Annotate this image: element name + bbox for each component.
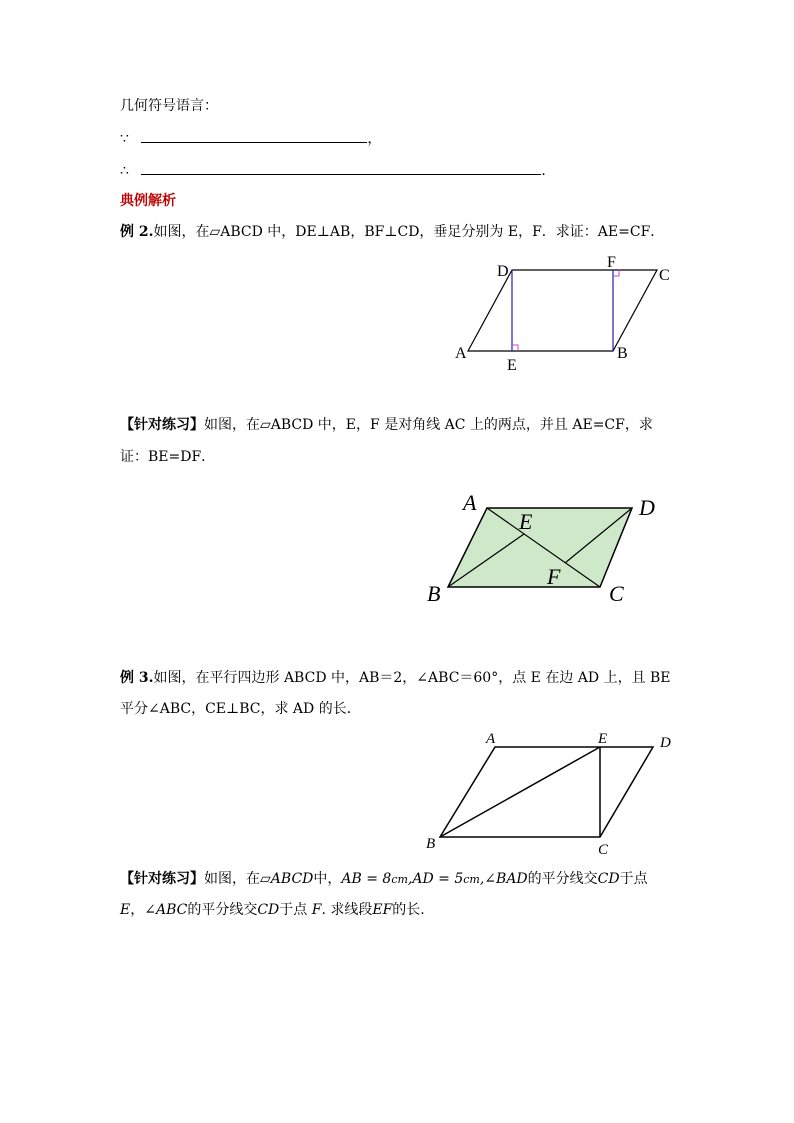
example2-label: 例 2. [120, 224, 154, 240]
section-label: 几何符号语言： [120, 98, 218, 114]
because-symbol: ∵ [120, 131, 129, 147]
therefore-end: . [541, 163, 546, 179]
math-angle-bad: ,∠BAD [479, 871, 528, 887]
section-heading: 典例解析 [120, 193, 176, 209]
label-a: A [486, 731, 496, 747]
example3-body1: 如图，在平行四边形 ABCD 中，AB＝2，∠ABC＝60°，点 E 在边 AD 上，且 BE [153, 670, 671, 686]
practice2-line2-text-a: ， [130, 902, 145, 918]
practice2-text-b: 中， [313, 871, 342, 887]
practice2-line2-text-b: 的平分线交 [187, 902, 258, 918]
segment-be [440, 747, 600, 837]
therefore-line [120, 160, 546, 181]
because-blank[interactable] [141, 128, 367, 143]
practice1-label: 【针对练习】 [120, 417, 204, 433]
example2-figure [450, 255, 680, 375]
label-b: B [617, 345, 628, 362]
label-c: C [609, 581, 624, 606]
practice2-line2-text-d: . 求线段 [321, 902, 373, 918]
because-end: ， [367, 131, 382, 147]
math-angle-abc: ∠ABC [144, 902, 188, 918]
math-cd: CD [597, 871, 620, 887]
practice2-text-c: 的平分线交 [527, 871, 598, 887]
label-e: E [507, 357, 517, 374]
parallelogram-abcd [468, 270, 657, 351]
practice2-text-d: 于点 [619, 871, 648, 887]
example3-label: 例 3. [120, 670, 154, 686]
label-b: B [426, 836, 436, 852]
label-b: B [427, 581, 441, 606]
label-a: A [463, 490, 477, 515]
practice2-text-line2 [120, 900, 425, 920]
math-ef: EF [372, 902, 393, 918]
label-e: E [519, 509, 533, 534]
label-d: D [660, 735, 671, 751]
math-ab: AB = 8 [341, 871, 392, 887]
example3-figure [420, 725, 680, 860]
example2-text [120, 222, 664, 242]
label-f: F [607, 254, 616, 271]
practice1-body1: 如图，在▱ABCD 中，E，F 是对角线 AC 上的两点，并且 AE=CF，求 [204, 417, 653, 433]
therefore-symbol: ∴ [120, 163, 129, 179]
label-d: D [639, 495, 655, 520]
math-ad: ,AD = 5 [407, 871, 464, 887]
label-e: E [598, 731, 608, 747]
practice1-figure [420, 488, 670, 613]
label-f: F [547, 564, 561, 589]
label-a: A [455, 345, 467, 362]
math-cd-2: CD [257, 902, 280, 918]
therefore-blank[interactable] [141, 160, 541, 175]
practice1-text-line1 [120, 415, 653, 435]
math-e: E [120, 902, 131, 918]
parallelogram-abcd [440, 747, 653, 837]
practice2-line2-text-c: 于点 [279, 902, 312, 918]
parallelogram-abcd-filled [448, 508, 632, 587]
practice1-text-line2: 证：BE=DF． [120, 449, 216, 465]
math-f: F [311, 902, 322, 918]
example3-text-line1 [120, 668, 671, 688]
right-angle-e [512, 345, 518, 351]
unit-cm1: cm [391, 873, 408, 886]
label-c: C [598, 842, 609, 858]
label-d: D [497, 263, 509, 280]
because-line [120, 128, 381, 149]
example2-body: 如图，在▱ABCD 中，DE⊥AB，BF⊥CD，垂足分别为 E，F．求证：AE=CF． [153, 224, 665, 240]
unit-cm2: cm [463, 873, 480, 886]
practice2-text-line1 [120, 869, 648, 890]
practice2-text-a: 如图，在▱ [204, 871, 271, 887]
math-abcd: ABCD [270, 871, 314, 887]
practice2-label: 【针对练习】 [120, 871, 204, 887]
label-c: C [659, 267, 670, 284]
example3-text-line2: 平分∠ABC，CE⊥BC，求 AD 的长． [120, 701, 361, 717]
practice2-line2-text-e: 的长. [392, 902, 425, 918]
